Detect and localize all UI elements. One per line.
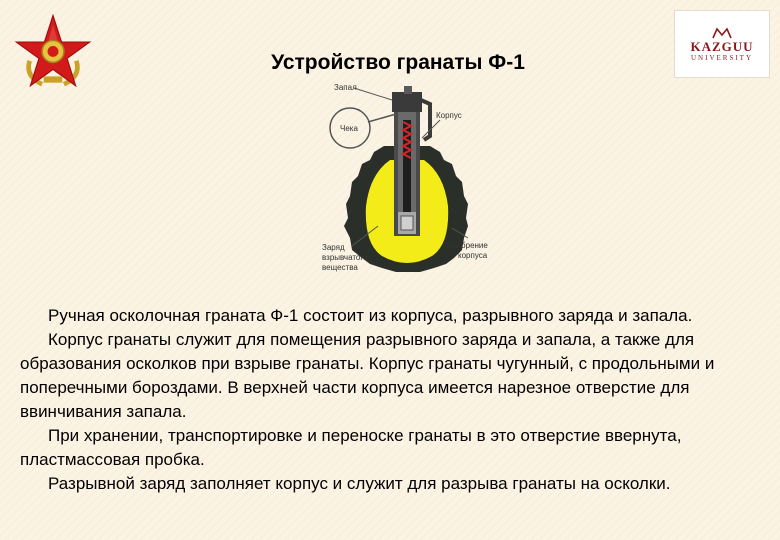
page-title: Устройство гранаты Ф-1: [271, 51, 525, 74]
label-body: Корпус: [436, 111, 462, 120]
description-text: [20, 304, 760, 496]
label-charge-2: взрывчатого: [322, 253, 368, 262]
university-crest-icon: [711, 26, 733, 40]
label-charge-1: Заряд: [322, 243, 345, 252]
star-emblem-icon: [14, 14, 92, 92]
logo-subtitle: UNIVERSITY: [691, 53, 753, 62]
paragraph: Корпус гранаты служит для помещения разрывного заряда и запала, а также для образования осколков при взрыве гранаты. Корпус гранаты чугунный, с продольными и поперечными бороздами. В верхней части корпуса имеется нарезное отверстие для ввинчивания запала.: [20, 330, 715, 421]
logo-name: KAZGUU: [690, 38, 754, 54]
university-logo: [674, 10, 770, 78]
paragraph: Ручная осколочная граната Ф-1 состоит из корпуса, разрывного заряда и запала.: [48, 306, 693, 325]
paragraph: При хранении, транспортировке и переноске гранаты в это отверстие ввернута, пластмассовая пробка.: [20, 426, 682, 469]
label-fuze: Запал: [334, 83, 357, 92]
label-charge-3: вещества: [322, 263, 358, 272]
label-ribs-1: Оребрение: [446, 241, 488, 250]
label-ribs-2: корпуса: [458, 251, 488, 260]
paragraph: Разрывной заряд заполняет корпус и служит для разрыва гранаты на осколки.: [48, 474, 671, 493]
label-pin: Чека: [340, 124, 358, 133]
grenade-diagram: [312, 78, 502, 278]
